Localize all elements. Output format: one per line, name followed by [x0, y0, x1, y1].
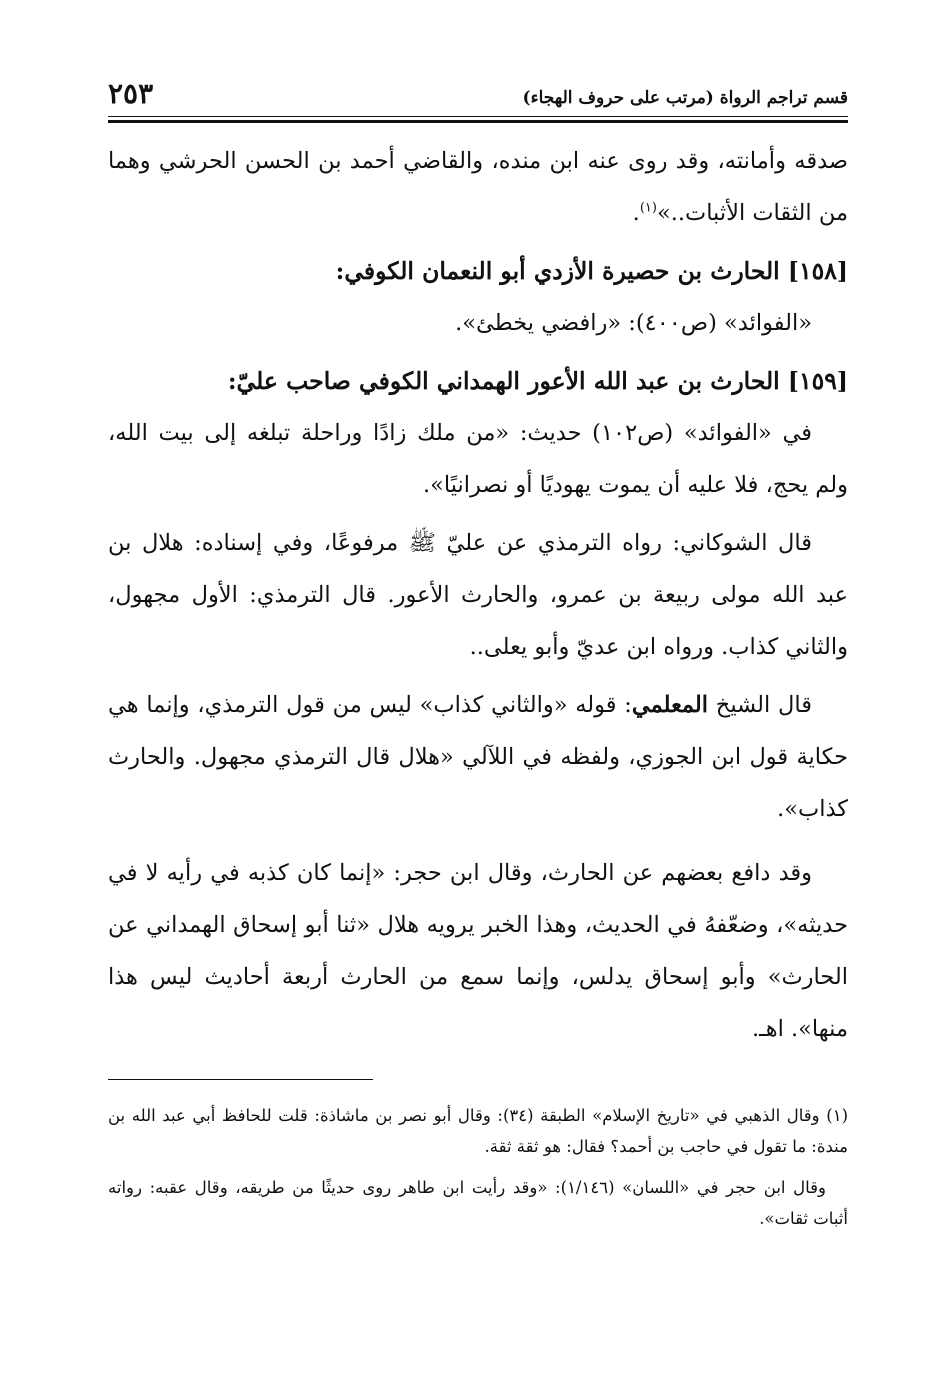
entry-159-paragraph-3 — [108, 679, 848, 835]
footnote-separator — [108, 1079, 373, 1080]
header-rule-thick — [108, 120, 848, 123]
header-rule-thin — [108, 116, 848, 117]
entry-158-text: «الفوائد» (ص٤٠٠): «رافضي يخطئ». — [455, 310, 812, 336]
paragraph-continuation-end: . — [632, 200, 640, 226]
footnote-1-continuation: وقال ابن حجر في «اللسان» (١/١٤٦): «وقد رأيت ابن طاهر روى حديثًا من طريقه، وقال عقبه: رواته أثبات ثقات». — [108, 1178, 848, 1228]
footnotes — [108, 1100, 848, 1234]
page — [108, 70, 848, 1234]
entry-heading-159: [١٥٩] الحارث بن عبد الله الأعور الهمداني الكوفي صاحب عليّ: — [227, 367, 848, 395]
entry-heading-158: [١٥٨] الحارث بن حصيرة الأزدي أبو النعمان الكوفي: — [335, 257, 848, 285]
footnote-reference[interactable]: (١) — [639, 200, 657, 216]
paragraph-continuation-text: صدقه وأمانته، وقد روى عنه ابن منده، والقاضي أحمد بن الحسن الحرشي وهما من الثقات الأثبات..» — [108, 148, 848, 226]
page-number: ٢٥٣ — [108, 77, 154, 110]
paragraph-3-start: قال الشيخ — [708, 692, 812, 718]
paragraph-continuation — [108, 135, 848, 239]
entry-159-paragraph-1: في «الفوائد» (ص١٠٢) حديث: «من ملك زادًا وراحلة تبلغه إلى بيت الله، ولم يحج، فلا عليه أن يموت يهوديًا أو نصرانيًا». — [108, 420, 848, 498]
paragraph-3-rest: : قوله «والثاني كذاب» ليس من قول الترمذي، وإنما هي حكاية قول ابن الجوزي، ولفظه في اللآلي «هلال قال الترمذي مجهول. والحارث كذاب». — [108, 692, 848, 822]
footnote-1: (١) وقال الذهبي في «تاريخ الإسلام» الطبقة (٣٤): وقال أبو نصر بن ماشاذة: قلت للحافظ أبي عبد الله بن مندة: ما تقول في حاجب بن أحمد؟ فقال: هو ثقة ثقة. — [108, 1106, 848, 1156]
sheikh-name: المعلمي — [631, 692, 709, 718]
main-text — [108, 135, 848, 1055]
running-header — [108, 70, 848, 112]
header-title: قسم تراجم الرواة (مرتب على حروف الهجاء) — [522, 88, 848, 108]
entry-159-paragraph-4: وقد دافع بعضهم عن الحارث، وقال ابن حجر: «إنما كان كذبه في رأيه لا في حديثه»، وضعّفهُ في الحديث، وهذا الخبر يرويه هلال «ثنا أبو إسحاق الهمداني عن الحارث» وأبو إسحاق يدلس، وإنما سمع من الحارث أربعة أحاديث ليس هذا منها». اهـ. — [108, 860, 848, 1042]
entry-159-paragraph-2: قال الشوكاني: رواه الترمذي عن عليّ ﷺ مرفوعًا، وفي إسناده: هلال بن عبد الله مولى ربيعة بن عمرو، والحارث الأعور. قال الترمذي: الأول مجهول، والثاني كذاب. ورواه ابن عديّ وأبو يعلى.. — [108, 530, 848, 660]
